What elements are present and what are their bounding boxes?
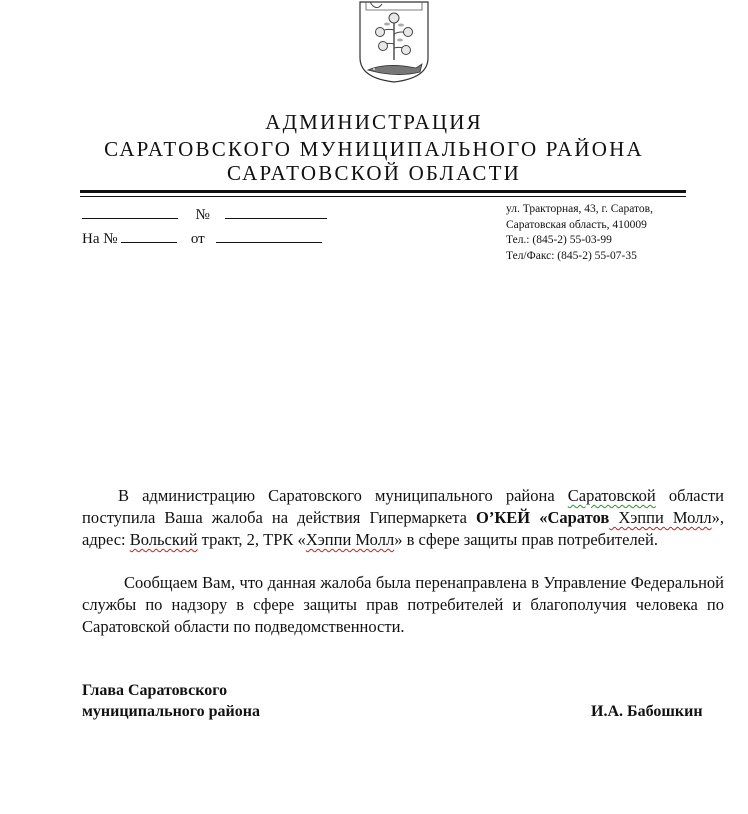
header-line-3: САРАТОВСКОЙ ОБЛАСТИ <box>226 161 522 185</box>
number-sign: № <box>195 207 210 223</box>
ref-number-blank <box>121 228 177 243</box>
p1-text-f: » в сфере защиты прав потребителей. <box>394 530 658 549</box>
p1-brand-mall: Хэппи Молл <box>609 508 712 527</box>
outgoing-date-blank <box>82 204 178 219</box>
address-phone: Тел.: (845-2) 55-03-99 <box>506 234 612 246</box>
p1-mall-name: Хэппи Молл <box>305 530 395 549</box>
header-line-1: АДМИНИСТРАЦИЯ <box>265 110 483 134</box>
p1-text-d: », адрес: <box>82 508 724 549</box>
address-fax: Тел/Факс: (845-2) 55-07-35 <box>506 249 637 262</box>
p1-text-a: В администрацию Саратовского муниципального района <box>118 486 568 505</box>
ref-label: На № <box>82 231 118 247</box>
address-line-1: ул. Тракторная, 43, г. Саратов, <box>506 203 653 215</box>
ref-date-blank <box>216 228 322 243</box>
from-label: от <box>190 231 205 247</box>
header-line-2: САРАТОВСКОГО МУНИЦИПАЛЬНОГО РАЙОНА <box>104 137 644 161</box>
p1-brand-name: О’КЕЙ «Саратов <box>476 508 610 527</box>
header-rule-thin <box>80 196 686 197</box>
p1-text-e: тракт, 2, ТРК « <box>197 530 306 549</box>
letter-paragraph-1 <box>82 485 724 551</box>
letter-paragraph-2: Сообщаем Вам, что данная жалоба была перенаправлена в Управление Федеральной службы по надзору в сфере защиты прав потребителей и благополучия человека по Саратовской области по подведомственности. <box>82 573 724 636</box>
outgoing-number-blank <box>225 204 327 219</box>
coat-of-arms-icon <box>356 0 432 84</box>
signature-title-line-1 <box>82 680 227 701</box>
signatory-name: И.А. Бабошкин <box>591 703 703 720</box>
reference-number-row <box>82 228 322 248</box>
p1-region-word: Саратовской <box>567 486 656 505</box>
outgoing-number-row <box>82 204 327 224</box>
p1-street-word: Вольский <box>129 530 198 549</box>
signature-title-line-2: муниципального района <box>82 703 260 720</box>
header-rule-thick <box>80 190 686 193</box>
p1-text-c: области поступила Ваша жалоба на действия Гипермаркета <box>82 486 724 527</box>
address-block <box>506 202 653 264</box>
address-line-2: Саратовская область, 410009 <box>506 218 647 231</box>
signature-title-text-1: Глава Саратовского <box>82 682 228 699</box>
